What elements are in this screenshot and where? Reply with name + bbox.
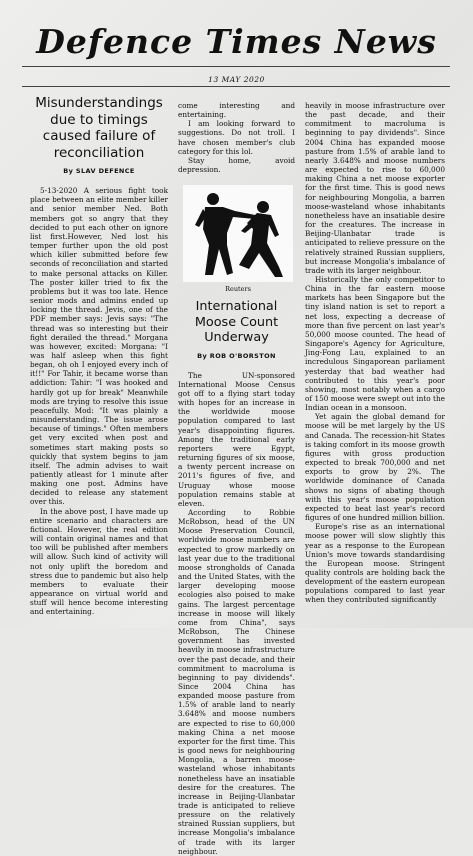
article-moose-count-continued	[305, 101, 445, 625]
byline-slav-defence: By SLAV DEFENCE	[63, 167, 135, 175]
article-misunderstandings	[30, 95, 168, 625]
paragraph: 5-13-2020 A serious fight took place between an elite member killer and senior member Ned. Both members got so angry that they decided to put each other on ignore list first.However, Ned lost his temper further upon the old post which killer submitted before few seconds of reconciliation and started to make personal attacks on Killer. The poster killer tried to fix the problems but it was too late. Hence senior mods and admins ended up locking the thread. Jevis, one of the PDF member says: Jevis says: "The thread was so interesting but their fight derailed the thread." Morgana was however, excited: Morgana: "I was half asleep when this fight began, oh oh I enjoyed every inch of it!!" For Tahir, it became worse than addiction: Tahir: "I was hooked and hardly got up for break" Meanwhile mods are trying to resolve this issue peacefully. Mod: "It was plainly a misunderstanding. The issue arose because of timings." Often members get very excited when post and sometimes start making posts so quickly that system begins to jam itself. The admin advises to wait patiently atleast for 1 minute after making one post. Admins have decided to release any statement over this.	[30, 186, 169, 507]
headline-moose-count: International Moose Count Underway	[194, 299, 279, 345]
masthead-rule-bottom	[22, 86, 450, 87]
paragraph: According to Robbie McRobson, head of the UN Moose Preservation Council, worldwide moose numbers are expected to grow markedly on last year due to the traditional moose strongholds of Canada and the United States, with the larger developing moose ecologies also poised to make gains. The largest percentage increase in moose will likely come from China", says McRobson, The Chinese government has invested heavily in moose infrastructure over the past decade, and their commitment to macroluma is beginning to pay dividends". Since 2004 China has expanded moose pasture from 1.5% of arable land to nearly 3.648% and moose numbers are expected to rise to 60,000 making China a net moose exporter for the first time. This is good news for neighbouring Mongolia, a barren moose-wasteland whose inhabitants nonetheless have an insatiable desire for the creatures. The increase in Beijing-Ulanbatar trade is anticipated to relieve pressure on the relatively strained Russian suppliers, but increase Mongolia's imbalance of trade with its larger neighbour.	[178, 508, 295, 856]
paragraph: In the above post, I have made up entire scenario and characters are fictional. However, the real edition will contain original names and that too will be published after members will allow. Such kind of activity will not only uplift the boredom and stress due to pandemic but also help members to evaluate their appearance on virtual world and stuff will hence become interesting and entertaining.	[30, 506, 168, 617]
newspaper-masthead: Defence Times News	[36, 22, 437, 61]
headline-misunderstandings: Misunderstandings due to timings caused failure of reconciliation	[35, 95, 163, 161]
article-moose-count	[178, 299, 295, 856]
fight-silhouette-photo	[183, 185, 293, 282]
photo-credit: Reuters	[225, 285, 251, 293]
paragraph: come interesting and entertaining.	[178, 101, 295, 120]
paragraph: I am looking forward to suggestions. Do not troll. I have chosen member's club category for this lol.	[178, 119, 295, 156]
paragraph: The UN-sponsored International Moose Census got off to a flying start today with hopes for an increase in the worldwide moose population compared to last year's disappointing figures. Among the traditional early reporters were Egypt, returning figures of six moose, a twenty percent increase on 2011's figures of five, and Uruguay whose moose population remains stable at eleven.	[178, 370, 295, 508]
silhouette-figures-icon	[183, 185, 293, 282]
paragraph: heavily in moose infrastructure over the past decade, and their commitment to macroluma is beginning to pay dividends". Since 2004 China has expanded moose pasture from 1.5% of arable land to nearly 3.648% and moose numbers are expected to rise to 60,000 making China a net moose exporter for the first time. This is good news for neighbouring Mongolia, a barren moose-wasteland whose inhabitants nonetheless have an insatiable desire for the creatures. The increase in Beijing-Ulanbatar trade is anticipated to relieve pressure on the relatively strained Russian suppliers, but increase Mongolia's imbalance of trade with its larger neighbour.	[305, 101, 445, 275]
byline-rob-oborston: By ROB O'BORSTON	[197, 351, 276, 360]
issue-date: 13 MAY 2020	[208, 75, 265, 84]
masthead-rule-top	[22, 66, 450, 67]
paragraph: Europe's rise as an international moose power will slow slightly this year as a response to the European Union's move towards standardising the European moose. Stringent quality controls are holding back the development of the eastern european populations compared to last year when they contributed significantly	[305, 522, 445, 605]
article-misunderstandings-continued	[178, 101, 295, 181]
paragraph: Yet again the global demand for moose will be met largely by the US and Canada. The recession-hit States is taking comfort in its moose growth figures with gross production expected to break 700,000 and net exports to grow by 2%. The worldwide dominance of Canada shows no signs of abating though with this year's moose population expected to beat last year's record figures of one hundred million billion.	[305, 412, 445, 523]
paragraph: Stay home, avoid depression.	[178, 155, 295, 175]
paragraph: Historically the only competitor to China in the far eastern moose markets has been Singapore but the tiny island nation is set to report a net loss, expecting a decrease of more than five percent on last year's 50,000 moose counted. The head of Singapore's Agency for Agriculture, Jing-Fong Lau, explained to an incredulous Singaporean parliament yesterday that bad weather had contributed to this year's poor showing, most notably when a cargo of 150 moose were swept out into the Indian ocean in a monsoon.	[305, 274, 445, 413]
